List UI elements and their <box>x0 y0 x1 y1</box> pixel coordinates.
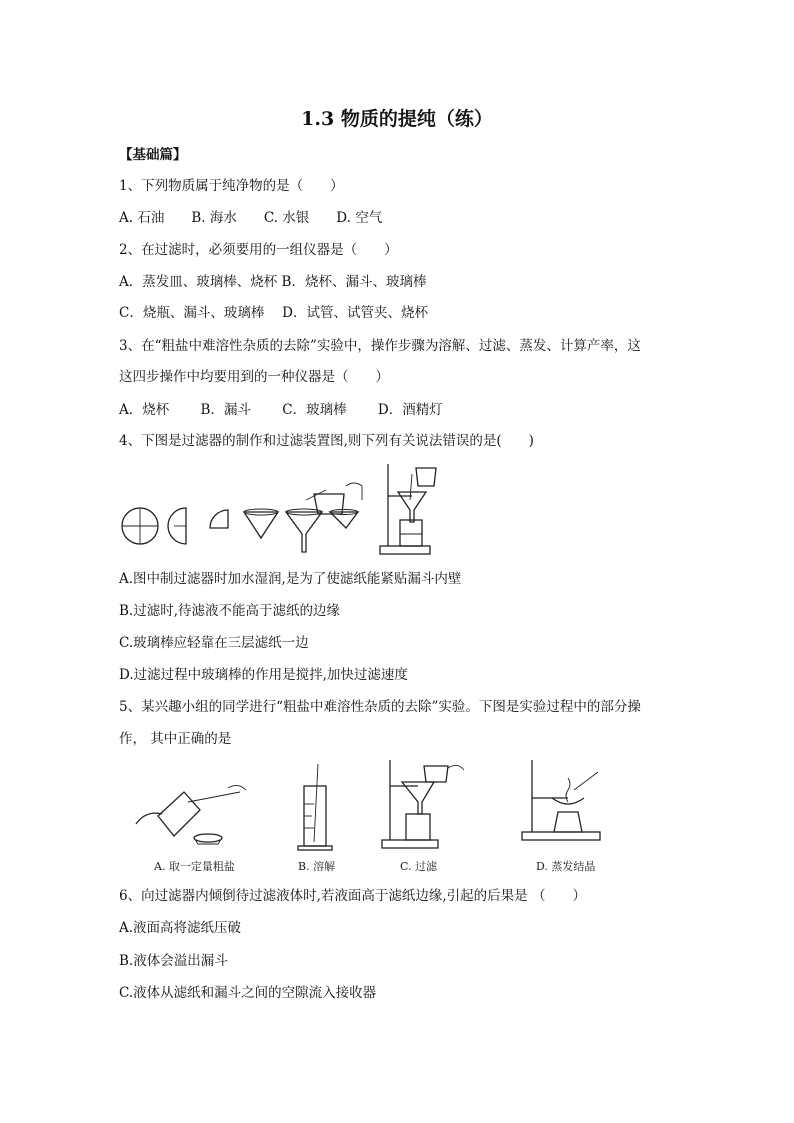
page-title: 1.3 物质的提纯（练） <box>301 108 493 130</box>
question-3-stem-line2: 这四步操作中均要用到的一种仪器是（ ） <box>119 369 389 385</box>
funnel-with-paper <box>286 509 322 552</box>
question-5-stem-line2: 作， 其中正确的是 <box>119 731 232 747</box>
question-1-stem: 1、下列物质属于纯净物的是（ ） <box>119 178 344 194</box>
caption-a: A. 取一定量粗盐 <box>154 860 235 873</box>
filter-paper-quarter <box>210 510 228 528</box>
question-1-options: A. 石油 B. 海水 C. 水银 D. 空气 <box>119 210 383 226</box>
caption-d: D. 蒸发结晶 <box>536 860 596 873</box>
figure-d-evaporate <box>522 760 600 840</box>
question-4-option-c: C.玻璃棒应轻靠在三层滤纸一边 <box>119 635 309 651</box>
question-4-option-a: A.图中制过滤器时加水湿润,是为了使滤纸能紧贴漏斗内壁 <box>119 571 462 587</box>
question-6-option-b: B.液体会溢出漏斗 <box>119 953 228 969</box>
question-6-option-c: C.液体从滤纸和漏斗之间的空隙流入接收器 <box>119 985 377 1001</box>
question-2-stem: 2、在过滤时，必须要用的一组仪器是（ ） <box>119 242 398 258</box>
question-3-options: A．烧杯 B．漏斗 C．玻璃棒 D．酒精灯 <box>119 402 443 418</box>
caption-c: C. 过滤 <box>400 860 438 873</box>
question-6-option-a: A.液面高将滤纸压破 <box>119 920 242 936</box>
question-4-option-d: D.过滤过程中玻璃棒的作用是搅拌,加快过滤速度 <box>119 667 408 683</box>
figure-c-filter <box>382 760 464 848</box>
question-2-options-cd: C．烧瓶、漏斗、玻璃棒 D．试管、试管夹、烧杯 <box>119 305 428 321</box>
question-5-stem-line1: 5、某兴趣小组的同学进行“粗盐中难溶性杂质的去除”实验。下图是实验过程中的部分操 <box>119 699 641 715</box>
filter-paper-cone <box>244 509 278 538</box>
filtration-apparatus <box>380 464 436 554</box>
filter-making-figure <box>118 460 438 560</box>
question-4-stem: 4、下图是过滤器的制作和过滤装置图,则下列有关说法错误的是( ) <box>119 433 534 449</box>
section-heading: 【基础篇】 <box>119 147 187 163</box>
operations-figure <box>128 758 648 880</box>
question-2-options-ab: A．蒸发皿、玻璃棒、烧杯 B．烧杯、漏斗、玻璃棒 <box>119 274 427 290</box>
figure-a-take-salt <box>136 785 246 844</box>
filter-paper-half <box>168 508 186 544</box>
figure-b-dissolve <box>298 764 332 850</box>
question-3-stem-line1: 3、在“粗盐中难溶性杂质的去除”实验中，操作步骤为溶解、过滤、蒸发、计算产率，这 <box>119 338 641 354</box>
question-6-stem: 6、向过滤器内倾倒待过滤液体时,若液面高于滤纸边缘,引起的后果是 （ ） <box>119 888 586 904</box>
wash-bottle-wetting <box>306 483 362 528</box>
question-4-option-b: B.过滤时,待滤液不能高于滤纸的边缘 <box>119 603 341 619</box>
filter-paper-circle <box>122 508 158 544</box>
caption-b: B. 溶解 <box>298 860 336 873</box>
